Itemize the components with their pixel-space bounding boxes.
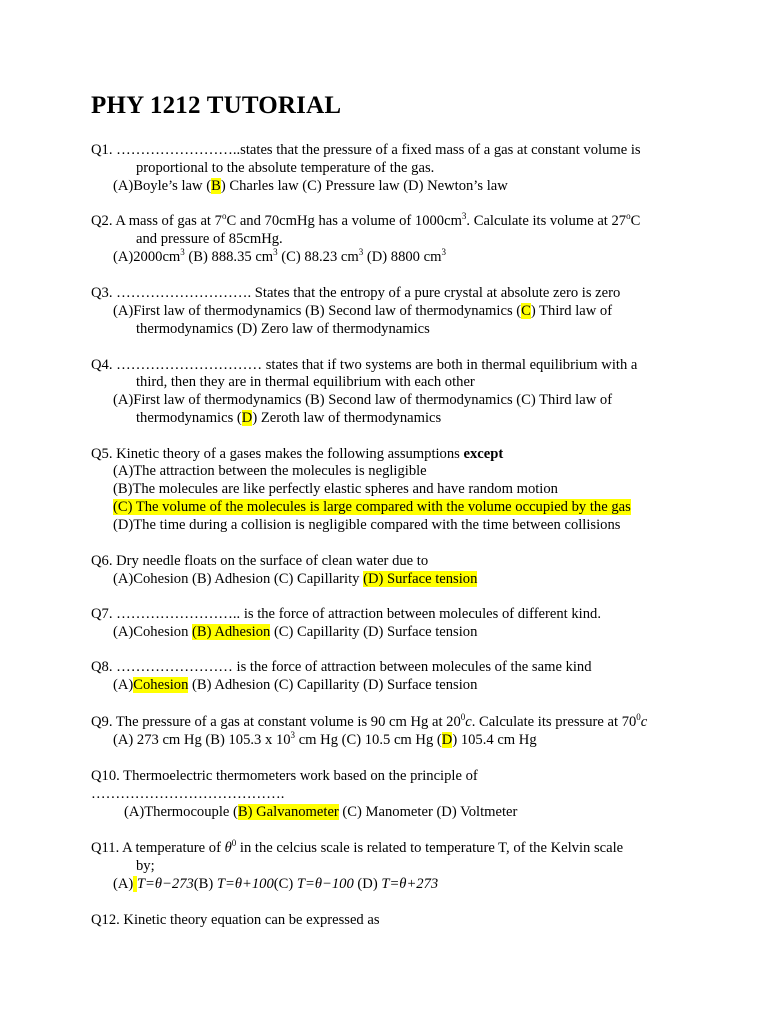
- q2-stem: Q2. A mass of gas at 7$^o$C and 70cmHg has a volume of $1000cm^3$. Calculate its volume at 27$^o$C: [91, 211, 641, 229]
- q2-stem-cont: and pressure of 85cmHg.: [136, 231, 283, 247]
- q3-options-cont: thermodynamics (D) Zero law of thermodynamics: [136, 321, 430, 337]
- q5-stem: Q5. Kinetic theory of a gases makes the following assumptions except: [91, 446, 504, 462]
- page-title: PHY 1212 TUTORIAL: [91, 92, 342, 119]
- q3-stem: Q3. ………………………. States that the entropy of a pure crystal at absolute zero is zero: [91, 285, 621, 301]
- q7-options: (A)Cohesion (B) Adhesion (C) Capillarity (D) Surface tension: [113, 624, 478, 640]
- q7-stem: Q7. …………………….. is the force of attraction between molecules of different kind.: [91, 606, 601, 622]
- q5-option-b: (B)The molecules are like perfectly elastic spheres and have random motion: [113, 481, 558, 497]
- q6-stem: Q6. Dry needle floats on the surface of clean water due to: [91, 553, 429, 569]
- q1-stem: Q1. ……………………..states that the pressure of a fixed mass of a gas at constant volume is: [91, 142, 641, 158]
- q2-options: $(A)2000cm^3$ (B) 888.35 $cm^3$ (C) 88.23 $cm^3$ (D) 8800 $cm^3$: [113, 247, 446, 265]
- answer-highlight: (D) Surface tension: [363, 571, 478, 587]
- q9-stem: Q9. The pressure of a gas at constant volume is 90 cm Hg at $20^0c$. Calculate its pressure at $70^0c$: [91, 712, 648, 730]
- q4-stem: Q4. ………………………… states that if two systems are both in thermal equilibrium with a: [91, 357, 638, 373]
- q11-options: (A) T=θ−273(B) T=θ+100(C) T=θ−100 (D) T=θ+273: [113, 876, 439, 892]
- q3-options: (A)First law of thermodynamics (B) Second law of thermodynamics (C) Third law of: [113, 303, 613, 319]
- answer-highlight: (C) The volume of the molecules is large compared with the volume occupied by the gas: [113, 499, 631, 515]
- answer-highlight: (B) Adhesion: [192, 624, 271, 640]
- q5-option-a: (A)The attraction between the molecules is negligible: [113, 463, 427, 479]
- q1-options: (A)Boyle’s law (B) Charles law (C) Pressure law (D) Newton’s law: [113, 178, 508, 194]
- q5-option-d: (D)The time during a collision is negligible compared with the time between collisions: [113, 517, 621, 533]
- q6-options: (A)Cohesion (B) Adhesion (C) Capillarity (D) Surface tension: [113, 571, 478, 587]
- q4-options: (A)First law of thermodynamics (B) Second law of thermodynamics (C) Third law of: [113, 392, 613, 408]
- q1-stem-cont: proportional to the absolute temperature of the gas.: [136, 160, 435, 176]
- q10-stem-cont: ………………………………….: [91, 786, 285, 802]
- q4-stem-cont: third, then they are in thermal equilibrium with each other: [136, 374, 475, 390]
- q12-stem: Q12. Kinetic theory equation can be expressed as: [91, 912, 380, 928]
- q8-stem: Q8. …………………… is the force of attraction between molecules of the same kind: [91, 659, 592, 675]
- answer-highlight: B) Galvanometer: [237, 804, 339, 820]
- q4-options-cont: thermodynamics (D) Zeroth law of thermodynamics: [136, 410, 442, 426]
- q10-options: (A)Thermocouple (B) Galvanometer (C) Manometer (D) Voltmeter: [124, 804, 518, 820]
- answer-highlight: D: [441, 732, 453, 748]
- q11-stem-cont: by;: [136, 858, 155, 874]
- answer-highlight: B: [211, 178, 221, 194]
- answer-highlight: C: [521, 303, 531, 319]
- answer-highlight: Cohesion: [133, 677, 189, 693]
- q5-option-c: [113, 499, 631, 516]
- q9-options: (A) 273 cm Hg (B) 105.3 x $10^3$ cm Hg (C) 10.5 cm Hg (D) 105.4 cm Hg: [113, 730, 537, 748]
- q11-stem: Q11. A temperature of $\theta^0$ in the celcius scale is related to temperature T, of the Kelvin scale: [91, 838, 624, 856]
- answer-highlight: D: [241, 410, 253, 426]
- q10-stem: Q10. Thermoelectric thermometers work based on the principle of: [91, 768, 478, 784]
- q8-options: (A)Cohesion (B) Adhesion (C) Capillarity (D) Surface tension: [113, 677, 478, 693]
